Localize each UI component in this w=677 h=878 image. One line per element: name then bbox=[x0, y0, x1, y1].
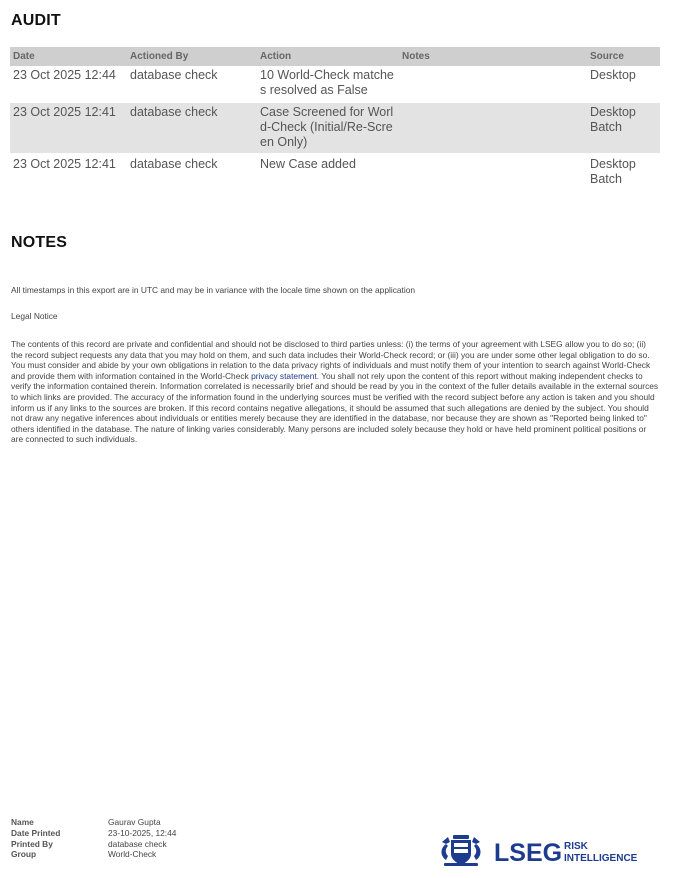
table-row bbox=[10, 155, 660, 190]
column-header-date: Date bbox=[10, 47, 127, 66]
audit-section-title: AUDIT bbox=[11, 12, 61, 29]
cell-source: Desktop Batch bbox=[587, 103, 660, 153]
table-row bbox=[10, 103, 660, 153]
printed-by-label: Printed By bbox=[11, 838, 53, 849]
column-header-action: Action bbox=[257, 47, 399, 66]
cell-notes bbox=[399, 103, 587, 153]
date-printed-value: 23-10-2025, 12:44 bbox=[108, 827, 177, 838]
logo-brand-text: LSEG bbox=[494, 839, 563, 867]
cell-action: 10 World-Check matches resolved as False bbox=[260, 68, 394, 97]
lseg-risk-intelligence-logo bbox=[438, 834, 643, 870]
group-value: World-Check bbox=[108, 849, 157, 860]
audit-header-row bbox=[10, 47, 660, 66]
column-header-source: Source bbox=[587, 47, 660, 66]
logo-line2-text: INTELLIGENCE bbox=[564, 853, 638, 864]
cell-date: 23 Oct 2025 12:41 bbox=[10, 103, 127, 153]
table-row bbox=[10, 66, 660, 101]
date-printed-label: Date Printed bbox=[11, 827, 61, 838]
cell-action: New Case added bbox=[260, 157, 356, 171]
cell-action: Case Screened for World-Check (Initial/Re-Screen Only) bbox=[257, 103, 399, 153]
cell-source: Desktop Batch bbox=[590, 157, 636, 186]
printed-by-value: database check bbox=[108, 838, 167, 849]
notes-section-title: NOTES bbox=[11, 234, 68, 251]
group-label: Group bbox=[11, 849, 37, 860]
cell-date: 23 Oct 2025 12:41 bbox=[13, 157, 116, 171]
legal-text-part1: The contents of this record are private and confidential and should not be disclosed to third parties unless: (i) the terms of your agreement with LSEG allow you to do so; (ii) the record subject requests any data that you may hold on them, and such data includes their World-Check record; or (iii) you are under some other legal obligation to do so. You must consider and abide by your own obligations in relation to the data privacy rights of individuals and must notify them of your intention to search against World-Check and provide them with information contained in the World-Check bbox=[11, 339, 651, 381]
cell-actioned-by: database check bbox=[130, 68, 218, 82]
cell-actioned-by: database check bbox=[130, 157, 218, 171]
name-value: Gaurav Gupta bbox=[108, 817, 161, 827]
legal-text-part2: . You shall not rely upon the content of this report without making independent checks to verify the information contained therein. Information correlated is necessarily brief and should be read by you in the context of the fuller details available in the external sources to which links are provided. The accuracy of the information found in the underlying sources must be verified with the record subject before any action is taken and you should inform us if any links to the sources are broken. If this record contains negative allegations, it should be assumed that such allegations are denied by the subject. You should not draw any negative inferences about individuals or entities merely because they are identified in the database, nor because they are shown as "Reported being linked to" others identified in the database. The nature of linking varies considerably. Many persons are included solely because they hold or have held prominent political positions or are connected to such individuals. bbox=[11, 370, 659, 445]
logo-line1-text: RISK bbox=[564, 841, 588, 852]
cell-date: 23 Oct 2025 12:44 bbox=[13, 68, 116, 82]
cell-actioned-by: database check bbox=[127, 103, 257, 153]
legal-notice-body bbox=[11, 339, 659, 445]
column-header-notes: Notes bbox=[399, 47, 587, 66]
privacy-statement-link[interactable]: privacy statement bbox=[251, 370, 317, 381]
cell-source: Desktop bbox=[590, 68, 636, 82]
legal-notice-heading: Legal Notice bbox=[11, 311, 58, 321]
column-header-actioned-by: Actioned By bbox=[127, 47, 257, 66]
cell-notes bbox=[399, 66, 587, 101]
cell-notes bbox=[399, 155, 587, 190]
timestamp-note: All timestamps in this export are in UTC and may be in variance with the locale time shown on the application bbox=[11, 285, 416, 295]
name-label: Name bbox=[11, 817, 34, 827]
audit-table bbox=[10, 47, 660, 190]
print-info bbox=[11, 817, 176, 860]
